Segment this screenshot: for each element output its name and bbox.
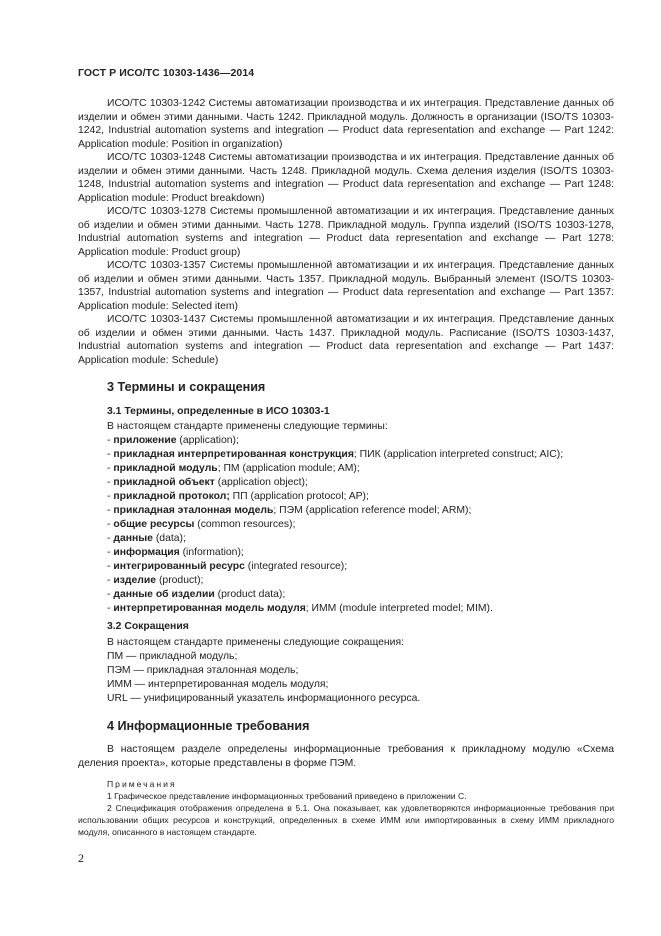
term-rest: (product); bbox=[156, 575, 204, 586]
abbreviation-item: URL — унифицированный указатель информационного ресурса. bbox=[107, 693, 421, 704]
term-item: - данные об изделии (product data); bbox=[107, 589, 286, 600]
term-item: - изделие (product); bbox=[107, 575, 204, 586]
abbreviation-item: ПМ — прикладной модуль; bbox=[107, 651, 238, 662]
terms-list bbox=[107, 420, 614, 616]
term-item: - общие ресурсы (common resources); bbox=[107, 519, 296, 530]
term-rest: ; ПМ (application module; AM); bbox=[217, 463, 360, 474]
normative-references bbox=[78, 97, 614, 367]
term-name: приложение bbox=[113, 435, 177, 446]
reference-item: ИСО/ТС 10303-1242 Системы автоматизации производства и их интеграция. Представление данных об изделии и обмен этими данными. Часть 1242. Прикладной модуль. Должность в организации (ISO/TS 10303-1242, Industrial automation systems and integration — Product data representation and exchange — Part 1242: Application module: Position in organization) bbox=[78, 98, 614, 150]
reference-item: ИСО/ТС 10303-1437 Системы промышленной автоматизации и их интеграция. Представление данных об изделии и обмен этими данными. Часть 1437. Прикладной модуль. Расписание (ISO/TS 10303-1437, Industrial automation systems and integration — Product data representation and exchange — Part 1437: Application module: Schedule) bbox=[78, 314, 614, 366]
term-item: - информация (information); bbox=[107, 547, 244, 558]
term-name: общие ресурсы bbox=[113, 519, 195, 530]
term-name: данные bbox=[113, 533, 153, 544]
section-4-paragraph bbox=[78, 743, 614, 771]
term-item: - прикладной объект (application object); bbox=[107, 477, 308, 488]
notes-block bbox=[78, 778, 614, 838]
term-name: информация bbox=[113, 547, 180, 558]
term-item: - прикладная эталонная модель; ПЭМ (application reference model; ARM); bbox=[107, 505, 472, 516]
note-item: 1 Графическое представление информационных требований приведено в приложении С. bbox=[107, 791, 467, 801]
section-3-heading: 3 Термины и сокращения bbox=[107, 380, 266, 394]
reference-item: ИСО/ТС 10303-1248 Системы автоматизации производства и их интеграция. Представление данных об изделии и обмен этими данными. Часть 1248. Прикладной модуль. Схема деления изделия (ISO/TS 10303-1248, Industrial automation systems and integration — Product data representation and exchange — Part 1248: Application module: Product breakdown) bbox=[78, 152, 614, 204]
terms-intro: В настоящем стандарте применены следующие термины: bbox=[107, 421, 388, 432]
term-rest: (common resources); bbox=[194, 519, 296, 530]
note-item: 2 Спецификация отображения определена в 5.1. Она показывает, как удовлетворяются информационные требования при использовании общих ресурсов и конструкций, определенных в схеме ИММ или импортированных в схему ИММ прикладного модуля, описанного в настоящем стандарте. bbox=[78, 803, 614, 837]
term-name: изделие bbox=[113, 575, 157, 586]
term-item: - приложение (application); bbox=[107, 435, 239, 446]
term-rest: ; ИММ (module interpreted model; MIM). bbox=[305, 603, 493, 614]
section-4-text: В настоящем разделе определены информационные требования к прикладному модулю «Схема деления проекта», которые представлены в форме ПЭМ. bbox=[78, 744, 614, 769]
term-rest: ; ПЭМ (application reference model; ARM); bbox=[273, 505, 472, 516]
term-rest: ; ПИК (application interpreted construct; AIC); bbox=[353, 449, 564, 460]
term-item: - прикладной модуль; ПМ (application module; AM); bbox=[107, 463, 360, 474]
reference-item: ИСО/ТС 10303-1278 Системы промышленной автоматизации и их интеграция. Представление данных об изделии и обмен этими данными. Часть 1278. Прикладной модуль. Группа изделий (ISO/TS 10303-1278, Industrial automation systems and integration — Product data representation and exchange — Part 1278: Application module: Product group) bbox=[78, 206, 614, 258]
term-item: - интегрированный ресурс (integrated resource); bbox=[107, 561, 348, 572]
term-item: - интерпретированная модель модуля; ИММ (module interpreted model; MIM). bbox=[107, 603, 493, 614]
term-rest: (application); bbox=[176, 435, 239, 446]
page-header: ГОСТ Р ИСО/ТС 10303-1436—2014 bbox=[78, 67, 255, 79]
term-rest: (product data); bbox=[214, 589, 286, 600]
abbreviation-item: ПЭМ — прикладная эталонная модель; bbox=[107, 665, 299, 676]
term-rest: (data); bbox=[152, 533, 186, 544]
term-name: прикладной модуль bbox=[113, 463, 218, 474]
term-item: - прикладная интерпретированная конструкция; ПИК (application interpreted construct; AIC); bbox=[107, 449, 564, 460]
term-item: - прикладной протокол; ПП (application protocol; AP); bbox=[107, 491, 369, 502]
abbreviations-intro: В настоящем стандарте применены следующие сокращения: bbox=[107, 637, 404, 648]
section-4-heading: 4 Информационные требования bbox=[107, 719, 310, 733]
reference-item: ИСО/ТС 10303-1357 Системы промышленной автоматизации и их интеграция. Представление данных об изделии и обмен этими данными. Часть 1357. Прикладной модуль. Выбранный элемент (ISO/TS 10303-1357, Industrial automation systems and integration — Product data representation and exchange — Part 1357: Application module: Selected item) bbox=[78, 260, 614, 312]
term-rest: (application object); bbox=[214, 477, 308, 488]
term-rest: (information); bbox=[179, 547, 244, 558]
term-rest: ПП (application protocol; AP); bbox=[229, 491, 369, 502]
term-name: данные об изделии bbox=[113, 589, 215, 600]
abbreviation-item: ИММ — интерпретированная модель модуля; bbox=[107, 679, 329, 690]
term-name: прикладной объект bbox=[113, 477, 215, 488]
term-name: прикладная эталонная модель bbox=[113, 505, 274, 516]
page-number: 2 bbox=[78, 851, 84, 865]
subsection-3-1-heading: 3.1 Термины, определенные в ИСО 10303-1 bbox=[107, 406, 330, 417]
term-rest: (integrated resource); bbox=[244, 561, 348, 572]
term-item: - данные (data); bbox=[107, 533, 186, 544]
term-name: прикладной протокол; bbox=[113, 491, 230, 502]
notes-title: Примечания bbox=[107, 779, 177, 789]
term-name: интегрированный ресурс bbox=[113, 561, 245, 572]
subsection-3-2-heading: 3.2 Сокращения bbox=[107, 621, 189, 632]
abbreviations-list bbox=[107, 636, 614, 706]
term-name: интерпретированная модель модуля bbox=[113, 603, 306, 614]
term-name: прикладная интерпретированная конструкция bbox=[113, 449, 354, 460]
